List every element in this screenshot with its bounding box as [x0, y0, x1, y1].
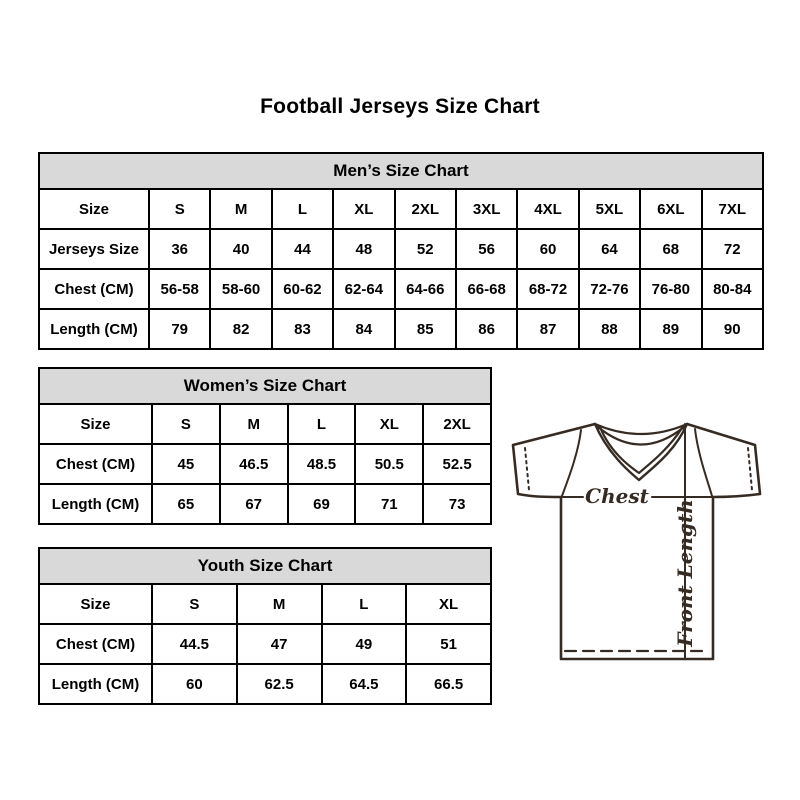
mens-size-table: [38, 152, 764, 350]
value-cell: 90: [702, 309, 763, 349]
row-label-cell: Length (CM): [39, 484, 152, 524]
youth-table-title: Youth Size Chart: [39, 548, 491, 584]
value-cell: 66.5: [406, 664, 491, 704]
value-cell: 36: [149, 229, 210, 269]
value-cell: 4XL: [517, 189, 578, 229]
row-label-cell: Size: [39, 404, 152, 444]
value-cell: 66-68: [456, 269, 517, 309]
value-cell: 88: [579, 309, 640, 349]
table-row: [39, 664, 491, 704]
value-cell: XL: [355, 404, 423, 444]
value-cell: 51: [406, 624, 491, 664]
value-cell: 45: [152, 444, 220, 484]
jersey-outline: [513, 424, 760, 659]
value-cell: 65: [152, 484, 220, 524]
table-row: [39, 309, 763, 349]
value-cell: M: [220, 404, 288, 444]
mens-table-body: [39, 189, 763, 349]
value-cell: 67: [220, 484, 288, 524]
value-cell: 82: [210, 309, 271, 349]
armhole-seam-left: [562, 430, 581, 496]
collar-back-rim: [595, 424, 687, 434]
value-cell: 76-80: [640, 269, 701, 309]
value-cell: L: [322, 584, 407, 624]
value-cell: 87: [517, 309, 578, 349]
table-row: [39, 484, 491, 524]
value-cell: 68: [640, 229, 701, 269]
row-label-cell: Chest (CM): [39, 444, 152, 484]
value-cell: 64.5: [322, 664, 407, 704]
value-cell: 49: [322, 624, 407, 664]
row-label-cell: Length (CM): [39, 664, 152, 704]
value-cell: 60-62: [272, 269, 333, 309]
value-cell: 56-58: [149, 269, 210, 309]
chest-label: Chest: [585, 484, 649, 508]
value-cell: 72-76: [579, 269, 640, 309]
value-cell: XL: [333, 189, 394, 229]
value-cell: M: [237, 584, 322, 624]
row-label-cell: Chest (CM): [39, 269, 149, 309]
womens-size-table: [38, 367, 492, 525]
value-cell: XL: [406, 584, 491, 624]
row-label-cell: Jerseys Size: [39, 229, 149, 269]
row-label-cell: Size: [39, 584, 152, 624]
armhole-seam-right: [695, 429, 712, 496]
value-cell: 40: [210, 229, 271, 269]
value-cell: 7XL: [702, 189, 763, 229]
value-cell: 72: [702, 229, 763, 269]
youth-table-body: [39, 584, 491, 704]
value-cell: 86: [456, 309, 517, 349]
front-length-label: Front Length: [673, 499, 697, 647]
value-cell: 71: [355, 484, 423, 524]
jersey-diagram-svg: [505, 410, 770, 665]
value-cell: L: [288, 404, 356, 444]
value-cell: 6XL: [640, 189, 701, 229]
value-cell: 60: [517, 229, 578, 269]
value-cell: 64-66: [395, 269, 456, 309]
cuff-stitch-right: [748, 448, 752, 490]
value-cell: M: [210, 189, 271, 229]
value-cell: 73: [423, 484, 491, 524]
value-cell: 48.5: [288, 444, 356, 484]
youth-size-table: [38, 547, 492, 705]
value-cell: 44.5: [152, 624, 237, 664]
value-cell: 84: [333, 309, 394, 349]
value-cell: S: [152, 404, 220, 444]
womens-table-title: Women’s Size Chart: [39, 368, 491, 404]
table-row: [39, 584, 491, 624]
value-cell: 62.5: [237, 664, 322, 704]
value-cell: 50.5: [355, 444, 423, 484]
value-cell: L: [272, 189, 333, 229]
value-cell: 3XL: [456, 189, 517, 229]
table-row: [39, 444, 491, 484]
value-cell: 52: [395, 229, 456, 269]
table-section-header-row: [39, 368, 491, 404]
value-cell: 5XL: [579, 189, 640, 229]
row-label-cell: Size: [39, 189, 149, 229]
value-cell: 2XL: [395, 189, 456, 229]
table-section-header-row: [39, 548, 491, 584]
value-cell: 46.5: [220, 444, 288, 484]
cuff-stitch-left: [525, 448, 529, 490]
value-cell: 62-64: [333, 269, 394, 309]
value-cell: 89: [640, 309, 701, 349]
value-cell: 68-72: [517, 269, 578, 309]
row-label-cell: Chest (CM): [39, 624, 152, 664]
value-cell: 48: [333, 229, 394, 269]
value-cell: 69: [288, 484, 356, 524]
table-row: [39, 269, 763, 309]
value-cell: 64: [579, 229, 640, 269]
value-cell: S: [149, 189, 210, 229]
value-cell: 2XL: [423, 404, 491, 444]
jersey-measurement-diagram: [505, 410, 770, 665]
page-title: Football Jerseys Size Chart: [260, 95, 540, 118]
table-row: [39, 404, 491, 444]
value-cell: 85: [395, 309, 456, 349]
table-row: [39, 229, 763, 269]
value-cell: 58-60: [210, 269, 271, 309]
value-cell: 60: [152, 664, 237, 704]
value-cell: 44: [272, 229, 333, 269]
mens-table-title: Men’s Size Chart: [39, 153, 763, 189]
value-cell: 56: [456, 229, 517, 269]
value-cell: 52.5: [423, 444, 491, 484]
value-cell: 80-84: [702, 269, 763, 309]
row-label-cell: Length (CM): [39, 309, 149, 349]
value-cell: S: [152, 584, 237, 624]
value-cell: 79: [149, 309, 210, 349]
table-row: [39, 189, 763, 229]
value-cell: 47: [237, 624, 322, 664]
womens-table-body: [39, 404, 491, 524]
value-cell: 83: [272, 309, 333, 349]
table-row: [39, 624, 491, 664]
table-section-header-row: [39, 153, 763, 189]
